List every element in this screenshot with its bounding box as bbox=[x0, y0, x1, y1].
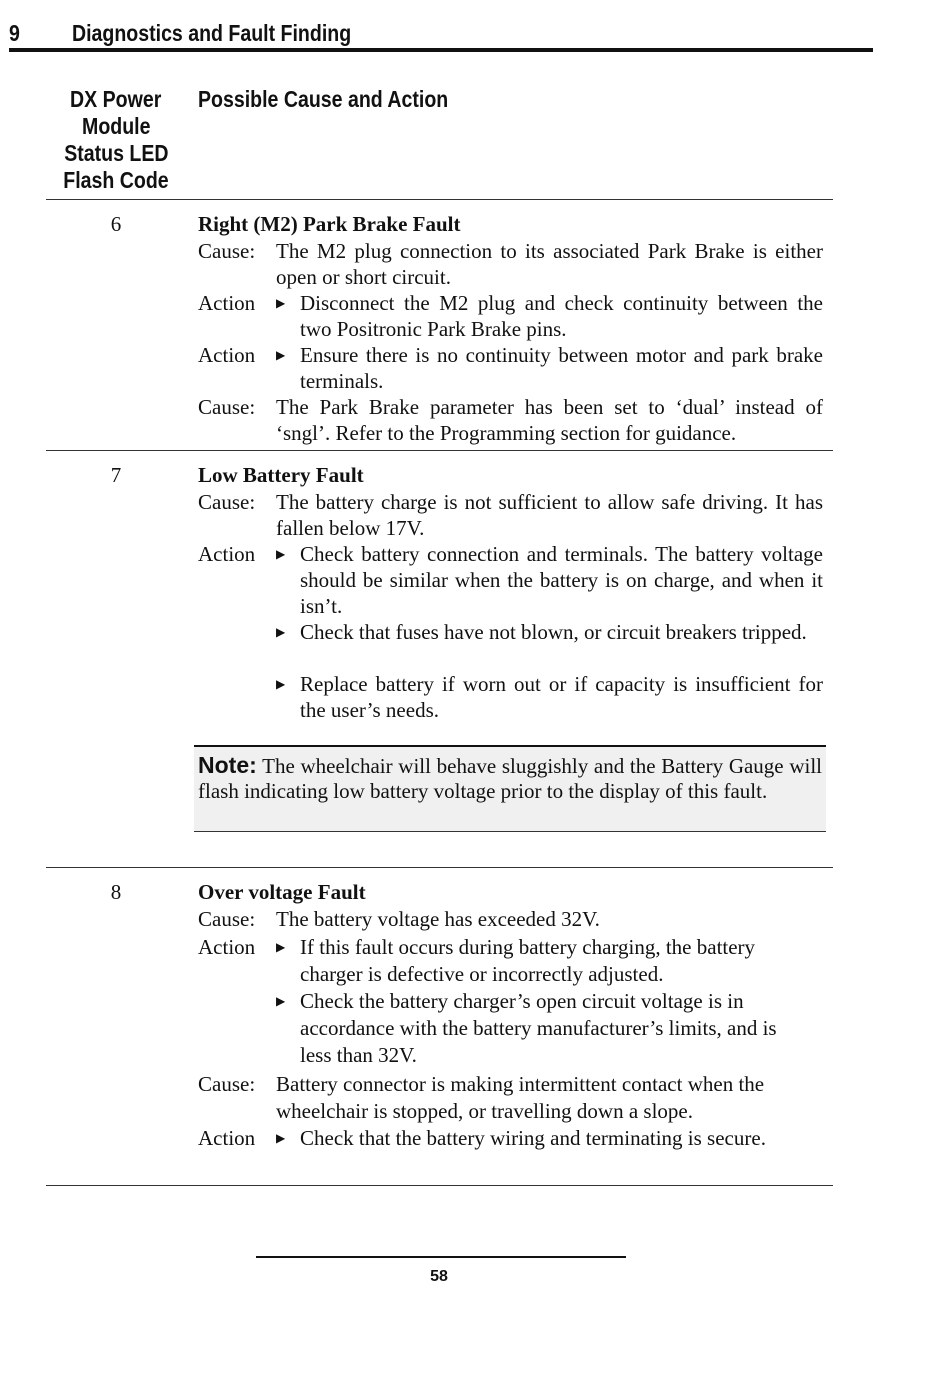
action-entry bbox=[198, 671, 823, 723]
flash-code-8: 8 bbox=[110, 880, 122, 904]
entry-text: The M2 plug connection to its associated Park Brake is either open or short circuit. bbox=[276, 239, 823, 289]
entry-label: Cause: bbox=[198, 239, 256, 263]
triangle-bullet-icon: ▶ bbox=[276, 994, 286, 1008]
column-header-line: Status LED bbox=[63, 140, 169, 166]
fault-title: Right (M2) Park Brake Fault bbox=[198, 212, 461, 236]
note-box bbox=[194, 745, 826, 832]
triangle-bullet-icon: ▶ bbox=[276, 547, 286, 561]
entry-text: Check battery connection and terminals. The battery voltage should be similar when the battery is on charge, and when it isn’t. bbox=[300, 542, 823, 618]
action-entry bbox=[198, 934, 798, 988]
entry-label: Action bbox=[198, 542, 256, 566]
note-label: Note: bbox=[198, 752, 257, 778]
entry-label: Cause: bbox=[198, 395, 256, 419]
cause-entry bbox=[198, 394, 823, 446]
action-entry bbox=[198, 541, 823, 619]
chapter-title: Diagnostics and Fault Finding bbox=[72, 20, 352, 46]
cause-entry bbox=[198, 238, 823, 290]
fault-title: Over voltage Fault bbox=[198, 880, 366, 904]
column-header-line: DX Power bbox=[70, 86, 162, 112]
column-header-line: Module bbox=[81, 113, 151, 139]
triangle-bullet-icon: ▶ bbox=[276, 677, 286, 691]
action-entry bbox=[198, 1125, 798, 1152]
flash-code-7: 7 bbox=[110, 463, 122, 487]
entry-text: Disconnect the M2 plug and check continuity between the two Positronic Park Brake pins. bbox=[300, 291, 823, 341]
entry-label: Cause: bbox=[198, 907, 256, 931]
triangle-bullet-icon: ▶ bbox=[276, 296, 286, 310]
entry-text: The battery voltage has exceeded 32V. bbox=[276, 907, 600, 931]
triangle-bullet-icon: ▶ bbox=[276, 348, 286, 362]
entry-label: Cause: bbox=[198, 1072, 256, 1096]
entry-label: Action bbox=[198, 343, 256, 367]
action-entry bbox=[198, 342, 823, 394]
footer-rule bbox=[256, 1256, 626, 1258]
triangle-bullet-icon: ▶ bbox=[276, 940, 286, 954]
table-divider bbox=[46, 450, 833, 451]
column-header-flash-code bbox=[46, 86, 186, 194]
triangle-bullet-icon: ▶ bbox=[276, 1131, 286, 1145]
triangle-bullet-icon: ▶ bbox=[276, 625, 286, 639]
column-header-line: Flash Code bbox=[63, 167, 169, 193]
page-number: 58 bbox=[430, 1268, 448, 1285]
entry-text: The Park Brake parameter has been set to ‘dual’ instead of ‘sngl’. Refer to the Programming section for guidance. bbox=[276, 395, 823, 445]
entry-text: Check that fuses have not blown, or circuit breakers tripped. bbox=[300, 620, 807, 644]
entry-text: The battery charge is not sufficient to allow safe driving. It has fallen below 17V. bbox=[276, 490, 823, 540]
entry-text: Check the battery charger’s open circuit voltage is in accordance with the battery manufacturer’s limits, and is less than 32V. bbox=[300, 989, 777, 1067]
entry-text: If this fault occurs during battery charging, the battery charger is defective or incorrectly adjusted. bbox=[300, 935, 756, 986]
cause-entry bbox=[198, 906, 823, 933]
entry-label: Action bbox=[198, 935, 256, 959]
cause-entry bbox=[198, 489, 823, 541]
entry-text: Battery connector is making intermittent contact when the wheelchair is stopped, or travelling down a slope. bbox=[276, 1072, 765, 1123]
chapter-header bbox=[9, 20, 873, 50]
note-text bbox=[198, 753, 822, 804]
action-entry bbox=[198, 290, 823, 342]
action-entry bbox=[198, 619, 823, 645]
table-divider bbox=[46, 867, 833, 868]
note-body: The wheelchair will behave sluggishly and the Battery Gauge will flash indicating low battery voltage prior to the display of this fault. bbox=[198, 754, 822, 803]
table-divider bbox=[46, 1185, 833, 1186]
entry-text: Replace battery if worn out or if capacity is insufficient for the user’s needs. bbox=[300, 672, 823, 722]
entry-text: Ensure there is no continuity between motor and park brake terminals. bbox=[300, 343, 823, 393]
column-header-cause-action: Possible Cause and Action bbox=[198, 86, 449, 112]
flash-code-6: 6 bbox=[110, 212, 122, 236]
header-rule bbox=[9, 48, 873, 52]
table-divider bbox=[46, 199, 833, 200]
entry-label: Action bbox=[198, 291, 256, 315]
fault-title: Low Battery Fault bbox=[198, 463, 364, 487]
entry-text: Check that the battery wiring and terminating is secure. bbox=[300, 1126, 766, 1150]
chapter-number: 9 bbox=[9, 20, 20, 46]
action-entry bbox=[198, 988, 798, 1069]
entry-label: Action bbox=[198, 1126, 256, 1150]
entry-label: Cause: bbox=[198, 490, 256, 514]
cause-entry bbox=[198, 1071, 808, 1125]
